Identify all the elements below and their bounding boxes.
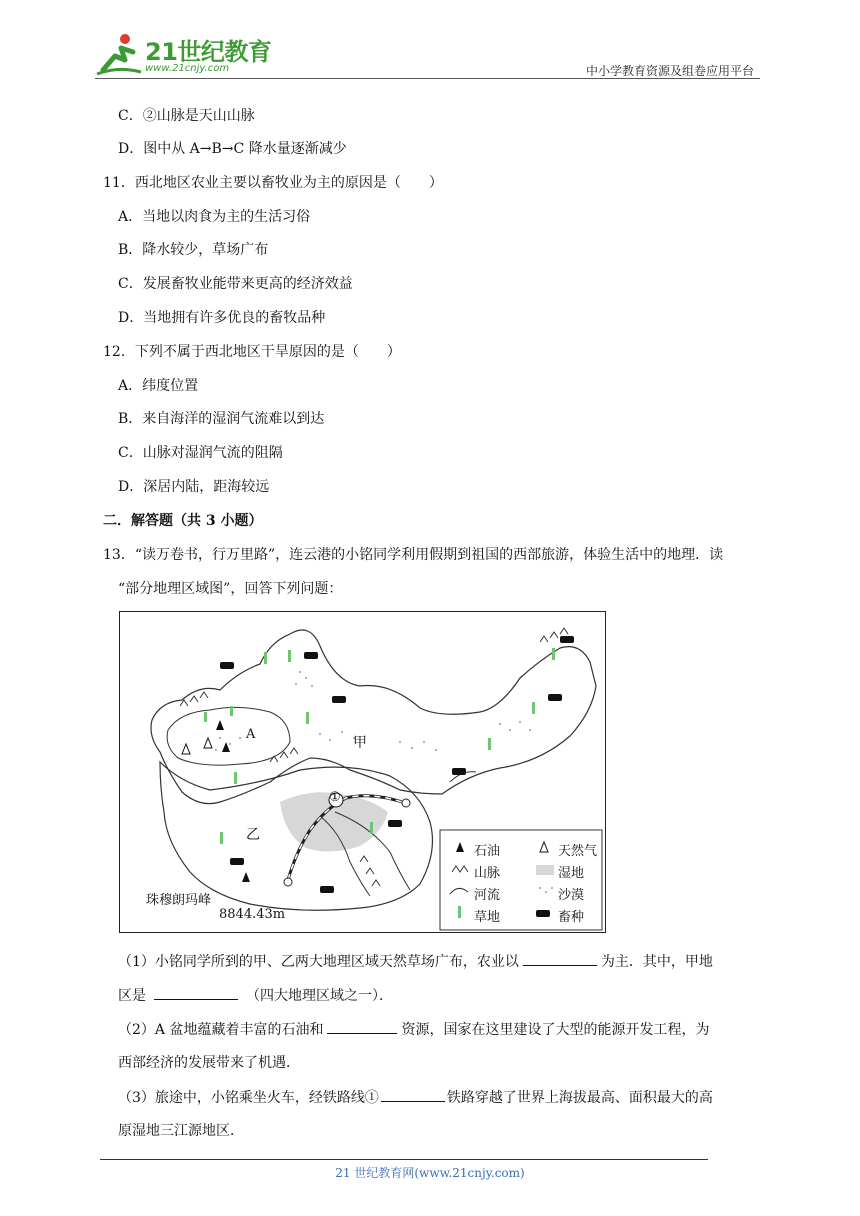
answer-blank-1[interactable] xyxy=(523,951,597,966)
q11-option-b: B．降水较少，草场广布 xyxy=(118,242,269,258)
q13-sub2-line2: 西部经济的发展带来了机遇． xyxy=(118,1055,300,1071)
q11-option-d: D．当地拥有许多优良的畜牧品种 xyxy=(118,310,326,326)
map-label-yi: 乙 xyxy=(246,827,260,843)
site-logo xyxy=(95,30,295,80)
header-divider xyxy=(95,78,760,79)
answer-blank-2[interactable] xyxy=(154,985,238,1000)
q13-sub3-line2: 原湿地三江源地区． xyxy=(118,1123,244,1139)
footer-divider xyxy=(100,1159,708,1160)
region-map xyxy=(119,611,606,933)
map-label-jia: 甲 xyxy=(353,735,367,751)
q13-sub1-text-a: （1）小铭同学所到的甲、乙两大地理区域天然草场广布，农业以 xyxy=(118,954,519,970)
q13-stem-line2: “部分地理区域图”，回答下列问题： xyxy=(118,581,343,597)
q11-option-c: C．发展畜牧业能带来更高的经济效益 xyxy=(118,276,353,292)
q13-stem-line1: 13．“读万卷书，行万里路”，连云港的小铭同学利用假期到祖国的西部旅游，体验生活中的地理．读 xyxy=(103,547,724,563)
footer-link[interactable]: 21 世纪教育网(www.21cnjy.com) xyxy=(335,1166,525,1180)
legend-wetland: 湿地 xyxy=(558,866,585,881)
answer-blank-3[interactable] xyxy=(327,1019,397,1034)
q10-option-c: C．②山脉是天山山脉 xyxy=(118,108,255,124)
q12-option-c: C．山脉对湿润气流的阻隔 xyxy=(118,445,283,461)
legend-oil: 石油 xyxy=(474,844,501,859)
q13-sub3-line1 xyxy=(118,1087,713,1108)
map-drawing xyxy=(120,612,605,932)
map-label-rail: ① xyxy=(329,790,341,805)
answer-blank-4[interactable] xyxy=(381,1087,445,1102)
q13-sub1-line2 xyxy=(118,985,393,1006)
map-peak-height: 8844.43m xyxy=(219,907,286,922)
page-header xyxy=(95,30,760,80)
q11-option-a: A．当地以肉食为主的生活习俗 xyxy=(118,209,311,225)
q13-sub2-text-a: （2）A 盆地蕴藏着丰富的石油和 xyxy=(118,1022,324,1038)
q13-sub1-text-c: 区是 xyxy=(118,988,146,1004)
map-peak-name: 珠穆朗玛峰 xyxy=(146,893,212,908)
q13-sub2-line1 xyxy=(118,1019,709,1040)
q13-sub3-text-a: （3）旅途中，小铭乘坐火车，经铁路线① xyxy=(118,1090,379,1106)
legend-river: 河流 xyxy=(474,888,501,903)
q13-sub3-text-b: 铁路穿越了世界上海拔最高、面积最大的高 xyxy=(446,1090,713,1106)
legend-desert: 沙漠 xyxy=(558,888,585,903)
platform-title: 中小学教育资源及组卷应用平台 xyxy=(585,64,754,78)
q10-option-d: D．图中从 A→B→C 降水量逐渐减少 xyxy=(118,141,347,157)
q12-option-d: D．深居内陆，距海较远 xyxy=(118,479,270,495)
legend-livestock: 畜种 xyxy=(558,910,585,925)
map-label-a: A xyxy=(246,727,256,742)
legend-mountain: 山脉 xyxy=(474,866,501,881)
q12-stem: 12．下列不属于西北地区干旱原因的是（ ） xyxy=(103,344,401,360)
section-title: 二．解答题（共 3 小题） xyxy=(103,513,263,529)
q12-option-a: A．纬度位置 xyxy=(118,378,199,394)
q11-stem: 11．西北地区农业主要以畜牧业为主的原因是（ ） xyxy=(103,175,443,191)
q12-option-b: B．来自海洋的湿润气流难以到达 xyxy=(118,411,325,427)
q13-sub1-text-b: 为主．其中，甲地 xyxy=(600,954,713,970)
logo-url: www.21cnjy.com xyxy=(145,63,230,74)
legend-gas: 天然气 xyxy=(558,844,598,859)
q13-sub1-line1 xyxy=(118,951,713,972)
legend-grass: 草地 xyxy=(474,910,501,925)
q13-sub1-text-d: （四大地理区域之一）． xyxy=(246,988,393,1004)
q13-sub2-text-b: 资源，国家在这里建设了大型的能源开发工程，为 xyxy=(401,1022,710,1038)
logo-text: 21世纪教育 xyxy=(145,38,272,66)
runner-logo-icon xyxy=(95,30,143,78)
